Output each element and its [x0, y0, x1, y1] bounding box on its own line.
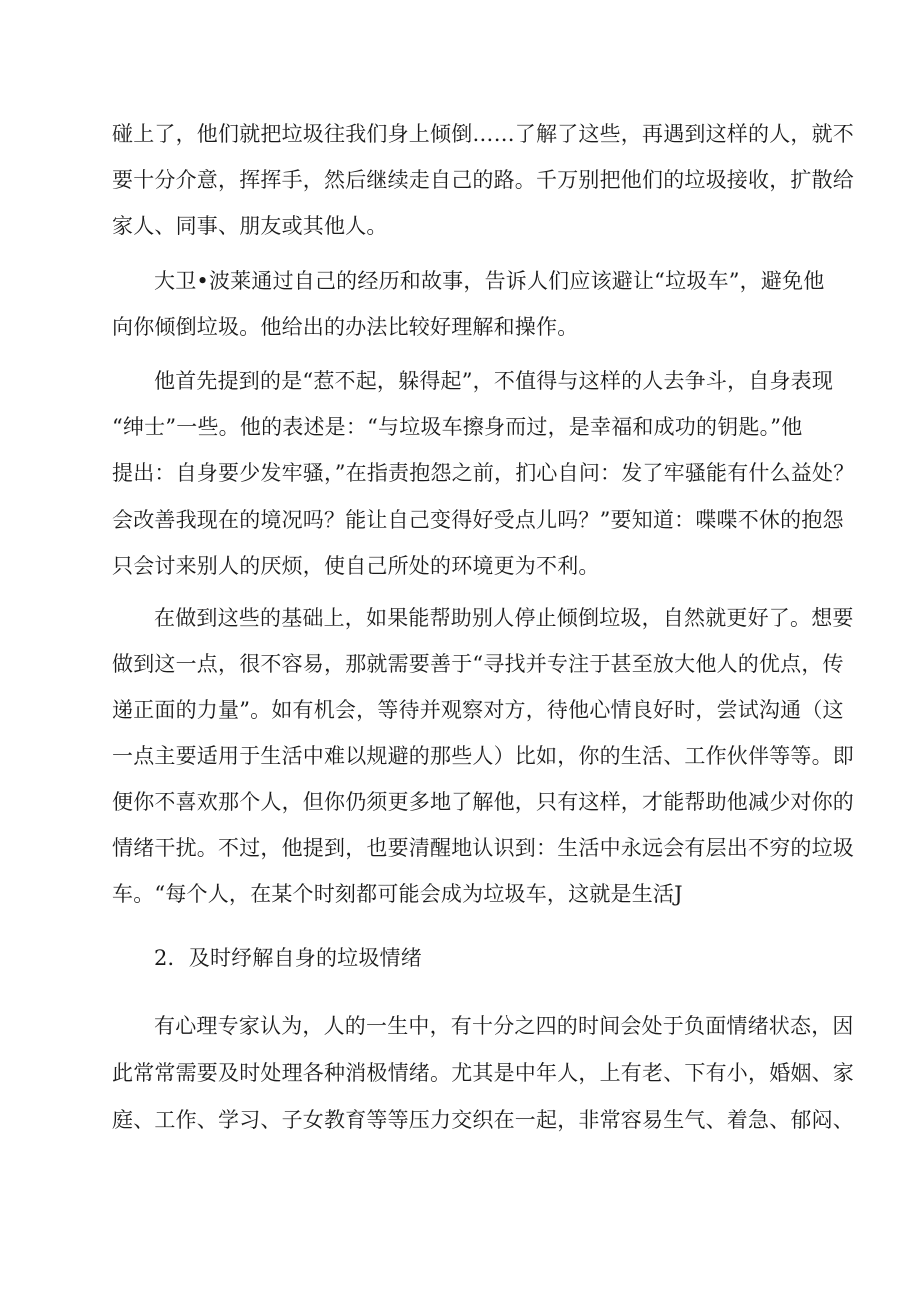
paragraph-6-line-3: 庭、工作、学习、子女教育等等压力交织在一起，非常容易生气、着急、郁闷、	[112, 1108, 854, 1132]
section-heading: 2．及时纾解自身的垃圾情绪	[154, 946, 422, 970]
paragraph-4-line-7: 车。“每个人，在某个时刻都可能会成为垃圾车，这就是生活J	[112, 882, 683, 906]
paragraph-6-line-1: 有心理专家认为，人的一生中，有十分之四的时间会处于负面情绪状态，因	[154, 1014, 854, 1038]
paragraph-1-line-1: 碰上了，他们就把垃圾往我们身上倾倒……了解了这些，再遇到这样的人，就不	[112, 122, 854, 146]
paragraph-4-line-3: 递正面的力量”。如有机会，等待并观察对方，待他心情良好时，尝试沟通（这	[112, 698, 844, 722]
paragraph-1-line-2: 要十分介意，挥挥手，然后继续走自己的路。千万别把他们的垃圾接收，扩散给	[112, 168, 854, 192]
paragraph-3-line-5: 只会讨来别人的厌烦，使自己所处的环境更为不利。	[112, 554, 600, 578]
paragraph-2-line-2: 向你倾倒垃圾。他给出的办法比较好理解和操作。	[112, 315, 579, 339]
paragraph-4-line-5: 便你不喜欢那个人，但你仍须更多地了解他，只有这样，才能帮助他减少对你的	[112, 790, 854, 814]
paragraph-1-line-3: 家人、同事、朋友或其他人。	[112, 214, 388, 238]
paragraph-4-line-6: 情绪干扰。不过，他提到，也要清醒地认识到：生活中永远会有层出不穷的垃圾	[112, 836, 854, 860]
paragraph-3-line-1: 他首先提到的是“惹不起，躲得起”，不值得与这样的人去争斗，自身表现	[154, 369, 834, 393]
paragraph-4-line-4: 一点主要适用于生活中难以规避的那些人）比如，你的生活、工作伙伴等等。即	[112, 744, 854, 768]
paragraph-3-line-3: 提出：自身要少发牢骚，”在指责抱怨之前，扪心自问：发了牢骚能有什么益处？	[112, 461, 855, 485]
paragraph-3-line-4: 会改善我现在的境况吗？能让自己变得好受点儿吗？”要知道：喋喋不休的抱怨	[112, 508, 844, 532]
paragraph-2-line-1: 大卫•波莱通过自己的经历和故事，告诉人们应该避让“垃圾车”，避免他	[154, 269, 825, 293]
paragraph-6-line-2: 此常常需要及时处理各种消极情绪。尤其是中年人，上有老、下有小，婚姻、家	[112, 1061, 854, 1085]
paragraph-3-line-2: “绅士”一些。他的表述是：“与垃圾车擦身而过，是幸福和成功的钥匙。”他	[112, 415, 803, 439]
paragraph-4-line-2: 做到这一点，很不容易，那就需要善于“寻找并专注于甚至放大他人的优点，传	[112, 652, 844, 676]
paragraph-4-line-1: 在做到这些的基础上，如果能帮助别人停止倾倒垃圾，自然就更好了。想要	[154, 606, 854, 630]
